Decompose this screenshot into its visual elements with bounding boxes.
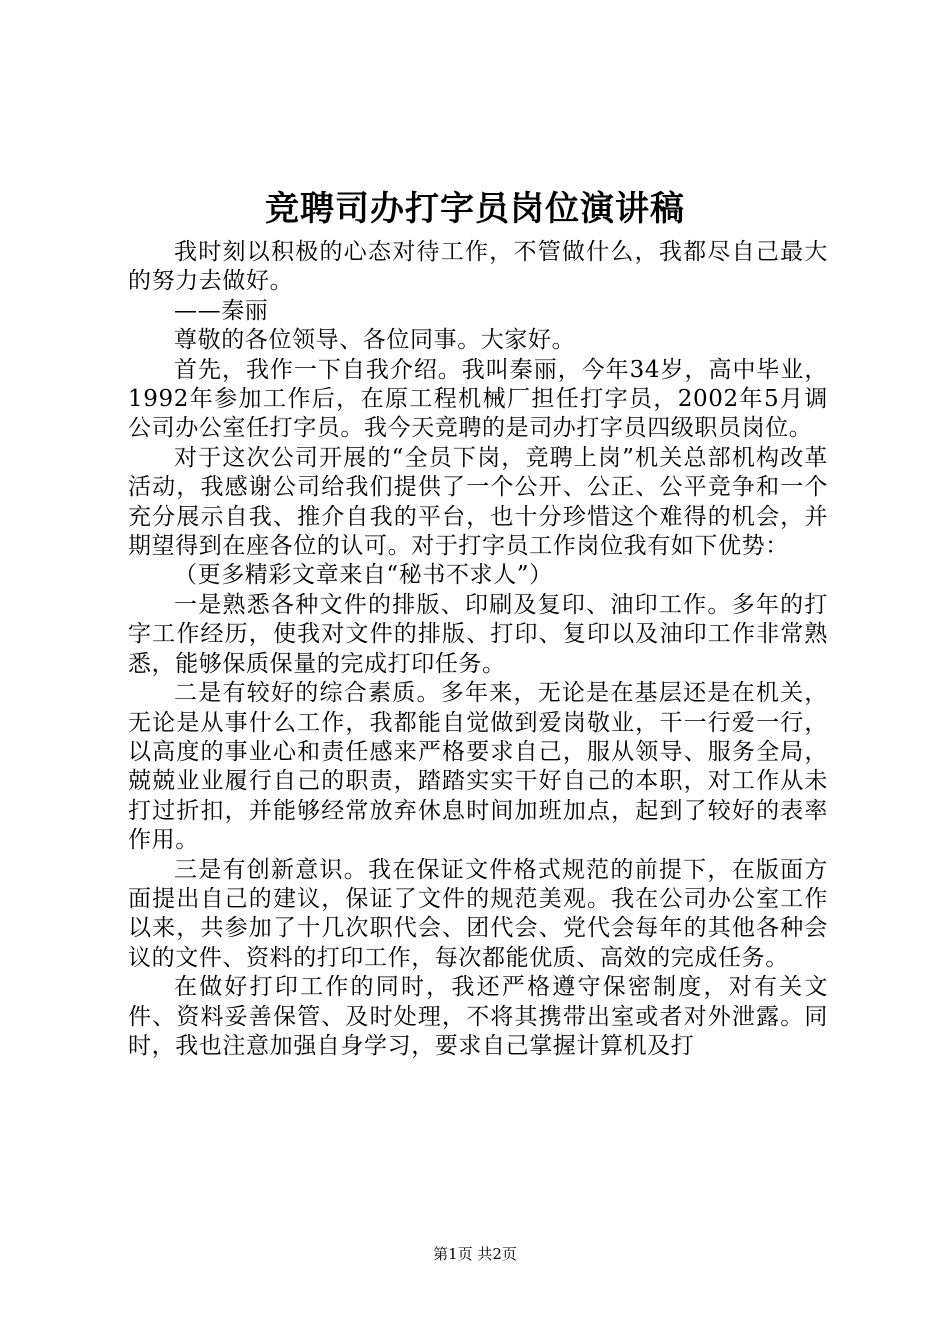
paragraph-signature: ——秦丽 bbox=[174, 297, 269, 324]
paragraph-advantage-two: 二是有较好的综合素质。多年来，无论是在基层还是在机关，无论是从事什么工作，我都能自觉做到爱岗敬业，干一行爱一行，以高度的事业心和责任感来严格要求自己，服从领导、服务全局，兢兢业业履行自己的职责，踏踏实实干好自己的本职，对工作从未打过折扣，并能够经常放弃休息时间加班加点，起到了较好的表率作用。 bbox=[128, 680, 828, 854]
document-body bbox=[128, 238, 828, 1061]
paragraph-confidentiality: 在做好打印工作的同时，我还严格遵守保密制度，对有关文件、资料妥善保管、及时处理，不将其携带出室或者对外泄露。同时，我也注意加强自身学习，要求自己掌握计算机及打 bbox=[128, 974, 828, 1059]
page-title: 竞聘司办打字员岗位演讲稿 bbox=[265, 189, 685, 229]
paragraph-greeting: 尊敬的各位领导、各位同事。大家好。 bbox=[174, 327, 576, 354]
paragraph-advantage-three: 三是有创新意识。我在保证文件格式规范的前提下，在版面方面提出自己的建议，保证了文件的规范美观。我在公司办公室工作以来，共参加了十几次职代会、团代会、党代会每年的其他各种会议的文件、资料的打印工作，每次都能优质、高效的完成任务。 bbox=[128, 856, 828, 971]
paragraph-advantage-one: 一是熟悉各种文件的排版、印刷及复印、油印工作。多年的打字工作经历，使我对文件的排版、打印、复印以及油印工作非常熟悉，能够保质保量的完成打印任务。 bbox=[128, 591, 828, 677]
paragraph-motto: 我时刻以积极的心态对待工作，不管做什么，我都尽自己最大的努力去做好。 bbox=[128, 239, 828, 295]
paragraph-source-note: （更多精彩文章来自“秘书不求人”） bbox=[174, 562, 553, 589]
paragraph-gratitude: 对于这次公司开展的“全员下岗，竞聘上岗”机关总部机构改革活动，我感谢公司给我们提供了一个公开、公正、公平竞争和一个充分展示自我、推介自我的平台，也十分珍惜这个难得的机会，并期望得到在座各位的认可。对于打字员工作岗位我有如下优势： bbox=[128, 444, 828, 560]
paragraph-introduction: 首先，我作一下自我介绍。我叫秦丽，今年34岁，高中毕业，1992年参加工作后，在原工程机械厂担任打字员，2002年5月调公司办公室任打字员。我今天竞聘的是司办打字员四级职员岗位。 bbox=[128, 356, 828, 442]
page-footer: 第1页 共2页 bbox=[433, 1245, 517, 1263]
